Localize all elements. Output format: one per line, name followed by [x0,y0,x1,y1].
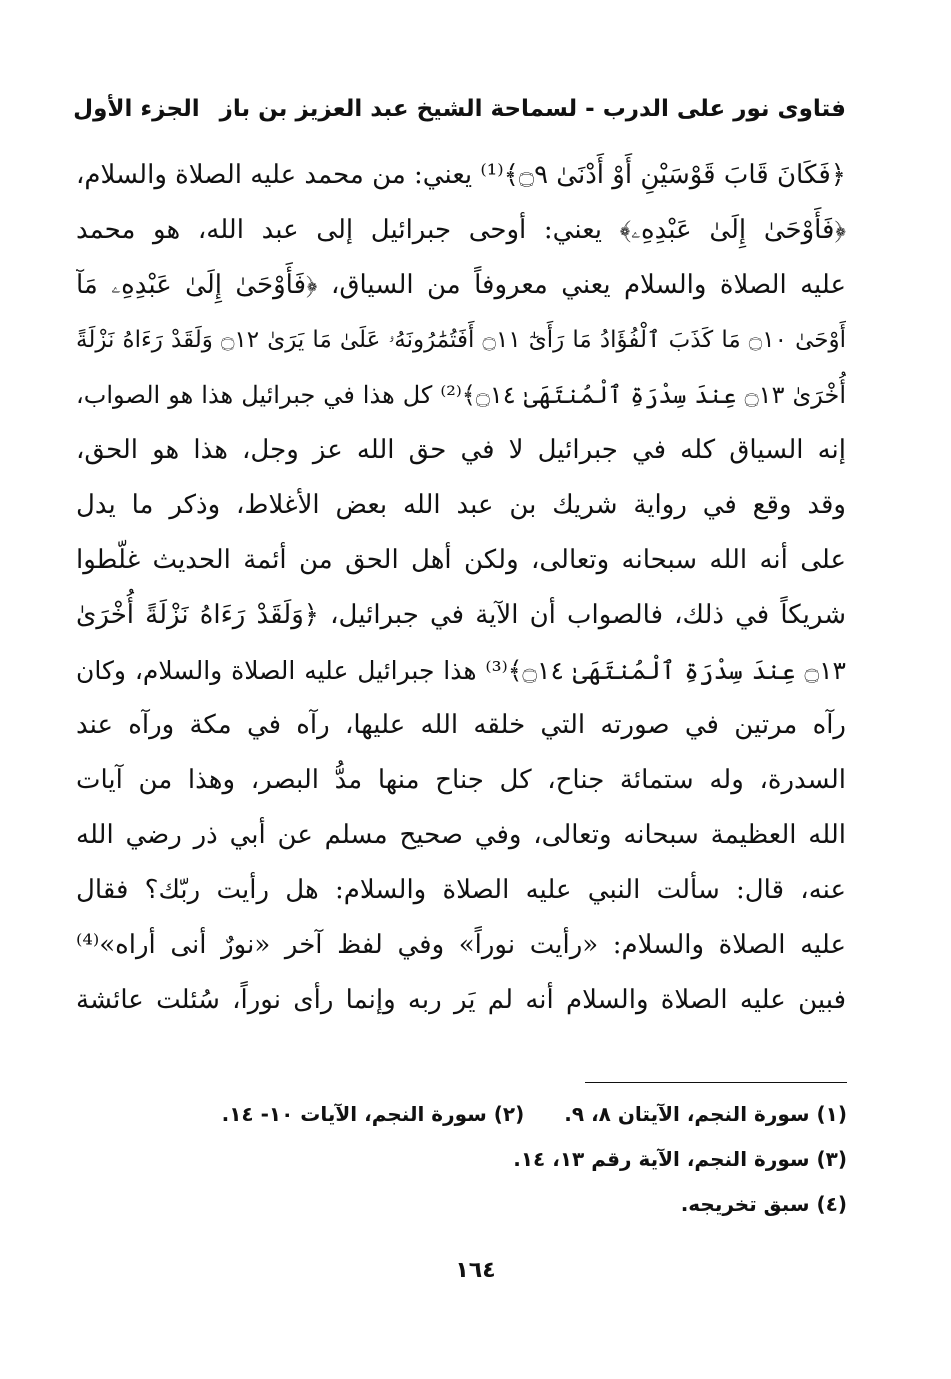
footnote-3: (٣) سورة النجم، الآية رقم ١٣، ١٤. [513,1147,847,1171]
body-line: أُخْرَىٰ ۝١٣ عِندَ سِدْرَةِ ٱلْمُنتَهَىٰ ۝١٤﴾⁽²⁾ كل هذا في جبرائيل هذا هو الصواب، [76,381,846,409]
page-number: ١٦٤ [455,1258,496,1283]
body-line: إنه السياق كله في جبرائيل لا في حق الله عز وجل، هذا هو الحق، [76,435,846,465]
body-line: الله العظيمة سبحانه وتعالى، وفي صحيح مسلم عن أبي ذر رضي الله [76,820,846,850]
footnote-divider [585,1082,847,1083]
body-line: عليه الصلاة والسلام: «رأيت نوراً» وفي لفظ آخر «نورٌ أنى أراه»⁽⁴⁾ [76,930,846,960]
body-line: شريكاً في ذلك، فالصواب أن الآية في جبرائيل، ﴿وَلَقَدْ رَءَاهُ نَزْلَةً أُخْرَىٰ [76,600,846,630]
body-line: وقد وقع في رواية شريك بن عبد الله بعض الأغلاط، وذكر ما يدل [76,490,846,520]
body-line: ﴿فَأَوْحَىٰ إِلَىٰ عَبْدِهِۦ﴾ يعني: أوحى جبرائيل إلى عبد الله، هو محمد [76,215,846,245]
footnotes [157,1092,847,1227]
footnote-2: (٢) سورة النجم، الآيات ١٠- ١٤. [221,1102,525,1126]
footnote-row [157,1092,847,1137]
body-line: فبين عليه الصلاة والسلام أنه لم يَر ربه وإنما رأى نوراً، سُئلت عائشة [76,985,846,1015]
body-line: عليه الصلاة والسلام يعني معروفاً من السياق، ﴿فَأَوْحَىٰ إِلَىٰ عَبْدِهِۦ مَآ [76,270,846,300]
header-part: الجزء الأول [73,96,200,122]
body-text [76,148,846,1028]
body-line: عنه، قال: سألت النبي عليه الصلاة والسلام: هل رأيت ربّك؟ فقال [76,875,846,905]
footnote-1: (١) سورة النجم، الآيتان ٨، ٩. [564,1102,847,1126]
body-line: رآه مرتين في صورته التي خلقه الله عليها، رآه في مكة ورآه عند [76,710,846,740]
footnote-4: (٤) سبق تخريجه. [680,1192,847,1216]
body-line: أَوْحَىٰ ۝١٠ مَا كَذَبَ ٱلْفُؤَادُ مَا رَأَىٰٓ ۝١١ أَفَتُمَٰرُونَهُۥ عَلَىٰ مَا يَرَىٰ ۝١٢ وَلَقَدْ رَءَاهُ نَزْلَةً [76,327,846,353]
body-line: ۝١٣ عِندَ سِدْرَةِ ٱلْمُنتَهَىٰ ۝١٤﴾⁽³⁾ هذا جبرائيل عليه الصلاة والسلام، وكان [76,656,846,685]
body-line: السدرة، وله ستمائة جناح، كل جناح منها مدُّ البصر، وهذا من آيات [76,765,846,795]
body-line: ﴿فَكَانَ قَابَ قَوْسَيْنِ أَوْ أَدْنَىٰ ۝٩﴾⁽¹⁾ يعني: من محمد عليه الصلاة والسلام، [76,160,846,190]
header-title: فتاوى نور على الدرب - لسماحة الشيخ عبد العزيز بن باز [219,96,846,122]
running-header [73,88,846,130]
body-line: على أنه الله سبحانه وتعالى، ولكن أهل الحق من أئمة الحديث غلّطوا [76,545,846,575]
footnote-row [157,1137,847,1182]
footnote-row [157,1182,847,1227]
